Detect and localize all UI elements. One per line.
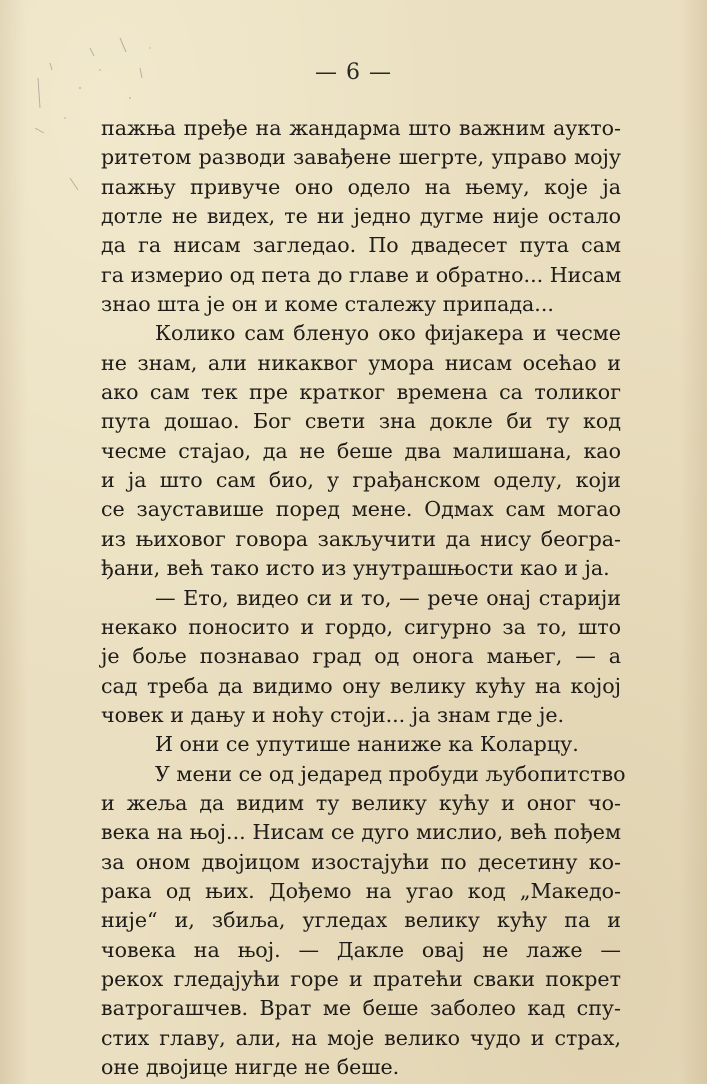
- body-text: [101, 114, 626, 1082]
- text-line: се зауставише поред мене. Одмах сам могао: [101, 497, 621, 522]
- text-line: ђани, већ тако исто из унутрашњости као и ја.: [101, 556, 610, 581]
- text-line: ако сам тек пре кратког времена са толиког: [101, 380, 621, 405]
- text-line: човек и дању и ноћу стоји... ја знам где је.: [101, 702, 565, 727]
- text-line: из њиховог говора закључити да нису београ-: [101, 526, 621, 551]
- text-line: га измерио од пета до главе и обратно... Нисам: [101, 262, 622, 287]
- text-line: некако поносито и гордо, сигурно за то, што: [101, 614, 621, 639]
- text-line: да га нисам загледао. По двадесет пута сам: [101, 233, 621, 258]
- text-line: У мени се од једаред пробуди љубопитство: [155, 761, 626, 786]
- text-line: је боље познавао град од онога мањег, — а: [101, 644, 621, 669]
- text-line: оне двојице нигде не беше.: [101, 1055, 400, 1079]
- text-line: — Ето, видео си и то, — рече онај старији: [155, 585, 621, 610]
- text-line: и жеља да видим ту велику кућу и оног чо-: [101, 790, 621, 815]
- text-line: за оном двојицом изостајући по десетину ко-: [101, 849, 621, 874]
- text-line: и ја што сам био, у грађанском оделу, који: [101, 468, 621, 493]
- text-line: И они се упутише наниже ка Коларцу.: [155, 732, 579, 757]
- text-line: пажња пређе на жандарма што важним аукто-: [101, 116, 621, 140]
- text-line: човека на њој. — Дакле овај не лаже —: [101, 937, 621, 962]
- text-line: знао шта је он и коме сталежу припада...: [101, 292, 554, 317]
- text-line: ритетом разводи завађене шегрте, управо моју: [101, 145, 621, 170]
- text-line: ватрогашчев. Врат ме беше заболео кад спу-: [101, 996, 621, 1021]
- text-line: пута дошао. Бог свети зна докле би ту код: [101, 409, 621, 434]
- text-line: пажњу привуче оно одело на њему, које ја: [101, 174, 621, 199]
- text-line: стих главу, али, на моје велико чудо и страх,: [101, 1025, 621, 1050]
- text-line: није“ и, збиља, угледах велику кућу па и: [101, 908, 621, 933]
- text-line: не знам, али никаквог умора нисам осећао и: [101, 350, 621, 375]
- text-line: рекох гледајући горе и пратећи сваки покрет: [101, 966, 621, 991]
- text-line: чесме стајао, да не беше два малишана, као: [101, 438, 621, 463]
- text-line: рака од њих. Дођемо на угао код „Македо-: [101, 878, 621, 903]
- text-line: Колико сам бленуо око фијакера и чесме: [155, 321, 621, 346]
- text-line: сад треба да видимо ону велику кућу на којој: [101, 673, 621, 698]
- text-line: века на њој... Нисам се дуго мислио, већ пођем: [101, 820, 621, 845]
- text-line: дотле не видех, те ни једно дугме није остало: [101, 204, 621, 229]
- page-number: — 6 —: [315, 60, 392, 85]
